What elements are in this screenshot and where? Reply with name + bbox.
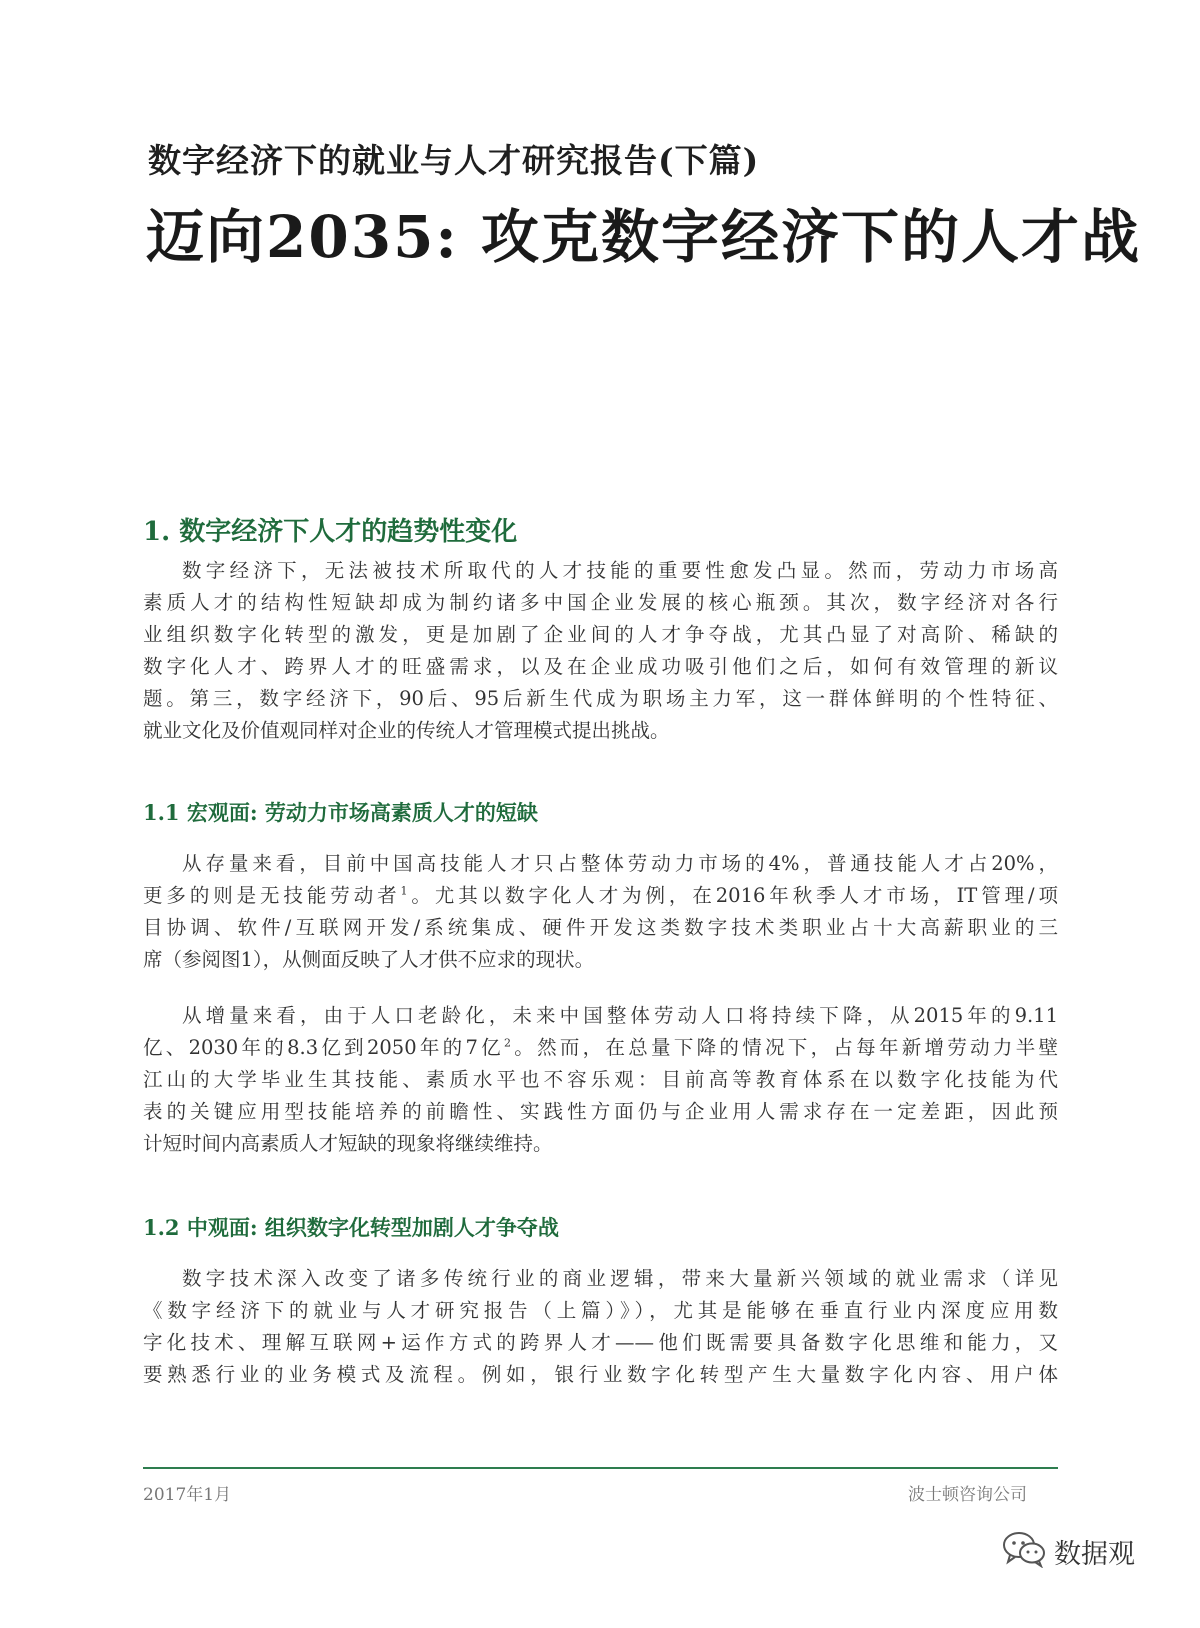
paragraph-line: 从存量来看，目前中国高技能人才只占整体劳动力市场的4%，普通技能人才占20%， <box>182 852 1058 875</box>
section-1-2-paragraph <box>143 1263 1058 1391</box>
footnote-marker: 2 <box>503 1036 511 1050</box>
section-1-1-heading: 1.1 宏观面: 劳动力市场高素质人才的短缺 <box>143 800 538 825</box>
paragraph-line: 素质人才的结构性短缺却成为制约诸多中国企业发展的核心瓶颈。其次，数字经济对各行 <box>143 591 1058 614</box>
paragraph-line: 业组织数字化转型的激发，更是加剧了企业间的人才争夺战，尤其凸显了对高阶、稀缺的 <box>143 623 1058 646</box>
paragraph-line: 从增量来看，由于人口老龄化，未来中国整体劳动人口将持续下降，从2015年的9.11 <box>182 1004 1058 1027</box>
section-1-heading: 1. 数字经济下人才的趋势性变化 <box>143 517 518 547</box>
watermark-text: 数据观 <box>1054 1538 1135 1570</box>
paragraph-line: 字化技术、理解互联网+运作方式的跨界人才——他们既需要具备数字化思维和能力，又 <box>143 1331 1058 1354</box>
paragraph-line: 计短时间内高素质人才短缺的现象将继续维持。 <box>143 1132 553 1155</box>
paragraph-line: 江山的大学毕业生其技能、素质水平也不容乐观：目前高等教育体系在以数字化技能为代 <box>143 1068 1058 1091</box>
section-1-paragraph <box>143 555 1058 747</box>
paragraph-line: 要熟悉行业的业务模式及流程。例如，银行业数字化转型产生大量数字化内容、用户体 <box>143 1363 1058 1386</box>
footnote-marker: 1 <box>400 884 408 898</box>
footer-company: 波士顿咨询公司 <box>908 1485 1027 1505</box>
footer-date: 2017年1月 <box>143 1485 232 1505</box>
section-1-1-paragraph-1 <box>143 848 1058 976</box>
watermark <box>1002 1530 1135 1572</box>
paragraph-line: 席（参阅图1），从侧面反映了人才供不应求的现状。 <box>143 948 595 971</box>
report-subtitle: 数字经济下的就业与人才研究报告(下篇) <box>148 141 760 180</box>
paragraph-line: 《数字经济下的就业与人才研究报告（上篇）》），尤其是能够在垂直行业内深度应用数 <box>143 1299 1058 1322</box>
paragraph-line: 目协调、软件/互联网开发/系统集成、硬件开发这类数字技术类职业占十大高薪职业的三 <box>143 916 1058 939</box>
section-1-2-heading: 1.2 中观面: 组织数字化转型加剧人才争夺战 <box>143 1215 559 1240</box>
report-title: 迈向2035: 攻克数字经济下的人才战 <box>146 203 1142 271</box>
paragraph-line: 题。第三，数字经济下，90后、95后新生代成为职场主力军，这一群体鲜明的个性特征、 <box>143 687 1058 710</box>
paragraph-line: 数字化人才、跨界人才的旺盛需求，以及在企业成功吸引他们之后，如何有效管理的新议 <box>143 655 1058 678</box>
paragraph-line: 就业文化及价值观同样对企业的传统人才管理模式提出挑战。 <box>143 719 670 742</box>
paragraph-line: 数字技术深入改变了诸多传统行业的商业逻辑，带来大量新兴领域的就业需求（详见 <box>182 1267 1058 1290</box>
paragraph-line: 数字经济下，无法被技术所取代的人才技能的重要性愈发凸显。然而，劳动力市场高 <box>182 559 1058 582</box>
paragraph-line: 表的关键应用型技能培养的前瞻性、实践性方面仍与企业用人需求存在一定差距，因此预 <box>143 1100 1058 1123</box>
footer-divider <box>143 1467 1058 1469</box>
paragraph-line: 更多的则是无技能劳动者$^1$。尤其以数字化人才为例，在2016年秋季人才市场，IT管理/项 <box>143 884 1058 907</box>
section-1-1-paragraph-2 <box>143 1000 1058 1160</box>
wechat-icon <box>1002 1530 1048 1572</box>
paragraph-line: 亿、2030年的8.3亿到2050年的7亿$^2$。然而，在总量下降的情况下，占每年新增劳动力半壁 <box>143 1036 1058 1059</box>
